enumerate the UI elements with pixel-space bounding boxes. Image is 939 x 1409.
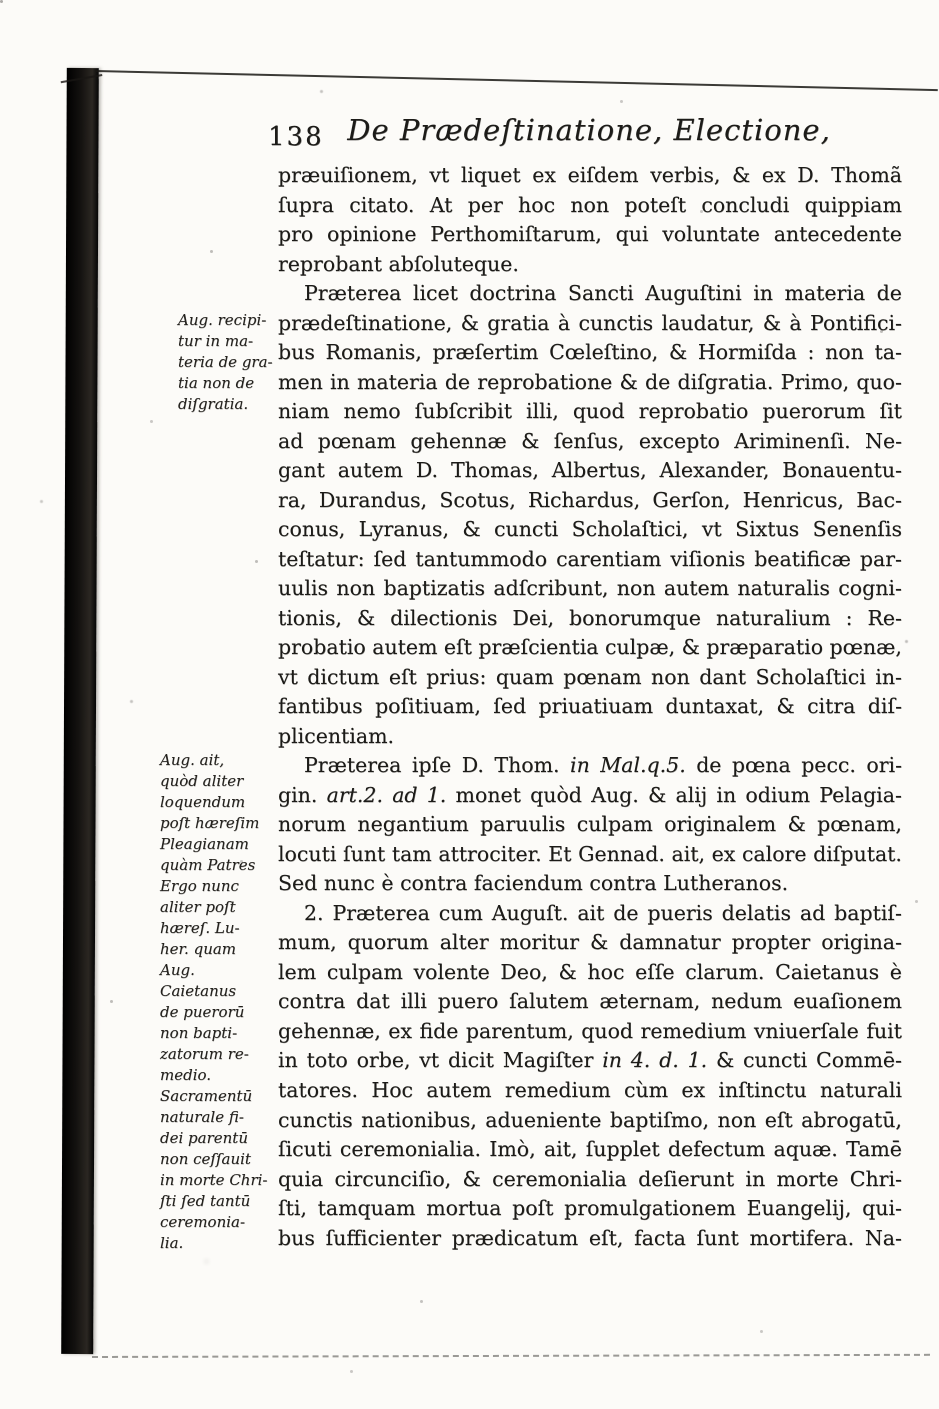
running-title: De Prædeſtinatione, Electione,	[347, 113, 831, 147]
body-line: locuti ſunt tam attrociter. Et Gennad. ait, ex calore diſputat.	[278, 841, 902, 866]
body-line: conus, Lyranus, & cuncti Scholaſtici, vt Sixtus Senenſis	[278, 517, 902, 542]
body-line: ra, Durandus, Scotus, Richardus, Gerſon, Henricus, Bac-	[278, 487, 902, 512]
body-line: Præterea ipſe D. Thom. in Mal.q.5. de pœna pecc. ori-	[304, 753, 902, 778]
body-line: niam nemo ſubſcribit illi, quod reprobatio puerorum ſit	[278, 399, 902, 424]
body-line: gin. art.2. ad 1. monet quòd Aug. & alij in odium Pelagia-	[278, 782, 902, 807]
body-line: in toto orbe, vt dicit Magiſter in 4. d. 1. & cuncti Commē-	[278, 1048, 902, 1073]
page-number: 138	[268, 122, 324, 152]
body-line: 2. Præterea cum Auguſt. ait de pueris delatis ad baptiſ-	[304, 900, 902, 925]
body-line: tionis, & dilectionis Dei, bonorumque naturalium : Re-	[278, 605, 902, 630]
body-line: prædeſtinatione, & gratia à cunctis laudatur, & à Pontifici-	[278, 310, 902, 335]
body-line: tatores. Hoc autem remedium cùm ex inſtinctu naturali	[278, 1077, 902, 1102]
margin-note: Caietanus de puerorū non bapti- zatorum re- medio.	[160, 982, 249, 1084]
margin-note: Sacramentū naturale fi- dei parentū non ceſſauit in morte Chri- ſti ſed tantū ceremonia- lia.	[160, 1087, 268, 1252]
body-line: gehennæ, ex fide parentum, quod remedium vniuerſale fuit	[278, 1018, 902, 1043]
margin-notes	[0, 0, 278, 1409]
body-line: cunctis nationibus, adueniente baptiſmo, non eſt abrogatū,	[278, 1107, 902, 1132]
body-line: bus ſufficienter prædicatum eſt, facta ſunt mortifera. Na-	[278, 1225, 902, 1250]
body-line: Sed nunc è contra faciendum contra Lutheranos.	[278, 871, 789, 896]
body-line: fantibus poſitiuam, ſed priuatiuam duntaxat, & citra diſ-	[278, 694, 902, 719]
body-line: teſtatur: ſed tantummodo carentiam viſionis beatificæ par-	[278, 546, 902, 571]
body-text	[278, 163, 902, 1255]
body-line: gant autem D. Thomas, Albertus, Alexander, Bonauentu-	[278, 458, 902, 483]
body-line: plicentiam.	[278, 723, 395, 748]
body-line: mum, quorum alter moritur & damnatur propter origina-	[278, 930, 902, 955]
body-line: lem culpam volente Deo, & hoc eſſe clarum. Caietanus è	[278, 959, 902, 984]
body-line: Præterea licet doctrina Sancti Auguſtini in materia de	[304, 281, 902, 306]
body-line: pro opinione Perthomiſtarum, qui voluntate antecedente	[278, 222, 902, 247]
body-line: men in materia de reprobatione & de diſgratia. Primo, quo-	[278, 369, 902, 394]
body-line: reprobant abſoluteque.	[278, 251, 519, 276]
body-line: norum negantium paruulis culpam originalem & pœnam,	[278, 812, 902, 837]
body-line: ſicuti ceremonialia. Imò, ait, ſupplet defectum aquæ. Tamē	[278, 1137, 902, 1162]
body-line: uulis non baptizatis adſcribunt, non autem naturalis cogni-	[278, 576, 902, 601]
body-line: ſti, tamquam mortua poſt promulgationem Euangelij, qui-	[278, 1196, 902, 1221]
margin-note: Aug. ait, quòd aliter loquendum poſt hæreſim Pleagianam quàm Patres Ergo nunc aliter poſt hæreſ. Lu- her. quam Aug.	[160, 751, 260, 979]
body-line: contra dat illi puero ſalutem æternam, nedum euaſionem	[278, 989, 902, 1014]
body-line: vt dictum eſt prius: quam pœnam non dant Scholaſtici in-	[278, 664, 902, 689]
body-line: ſupra citato. At per hoc non poteſt concludi quippiam	[278, 192, 902, 217]
body-line: quia circunciſio, & ceremonialia deſierunt in morte Chri-	[278, 1166, 902, 1191]
margin-note: Aug. recipi- tur in ma- teria de gra- tia non de diſgratia.	[178, 311, 273, 413]
body-line: ad pœnam gehennæ & ſenſus, excepto Ariminenſi. Ne-	[278, 428, 902, 453]
body-line: præuiſionem, vt liquet ex eiſdem verbis, & ex D. Thomã	[278, 163, 902, 187]
body-line: probatio autem eſt præſcientia culpæ, & præparatio pœnæ,	[278, 635, 902, 660]
body-line: bus Romanis, præſertim Cœleſtino, & Hormiſda : non ta-	[278, 340, 902, 365]
